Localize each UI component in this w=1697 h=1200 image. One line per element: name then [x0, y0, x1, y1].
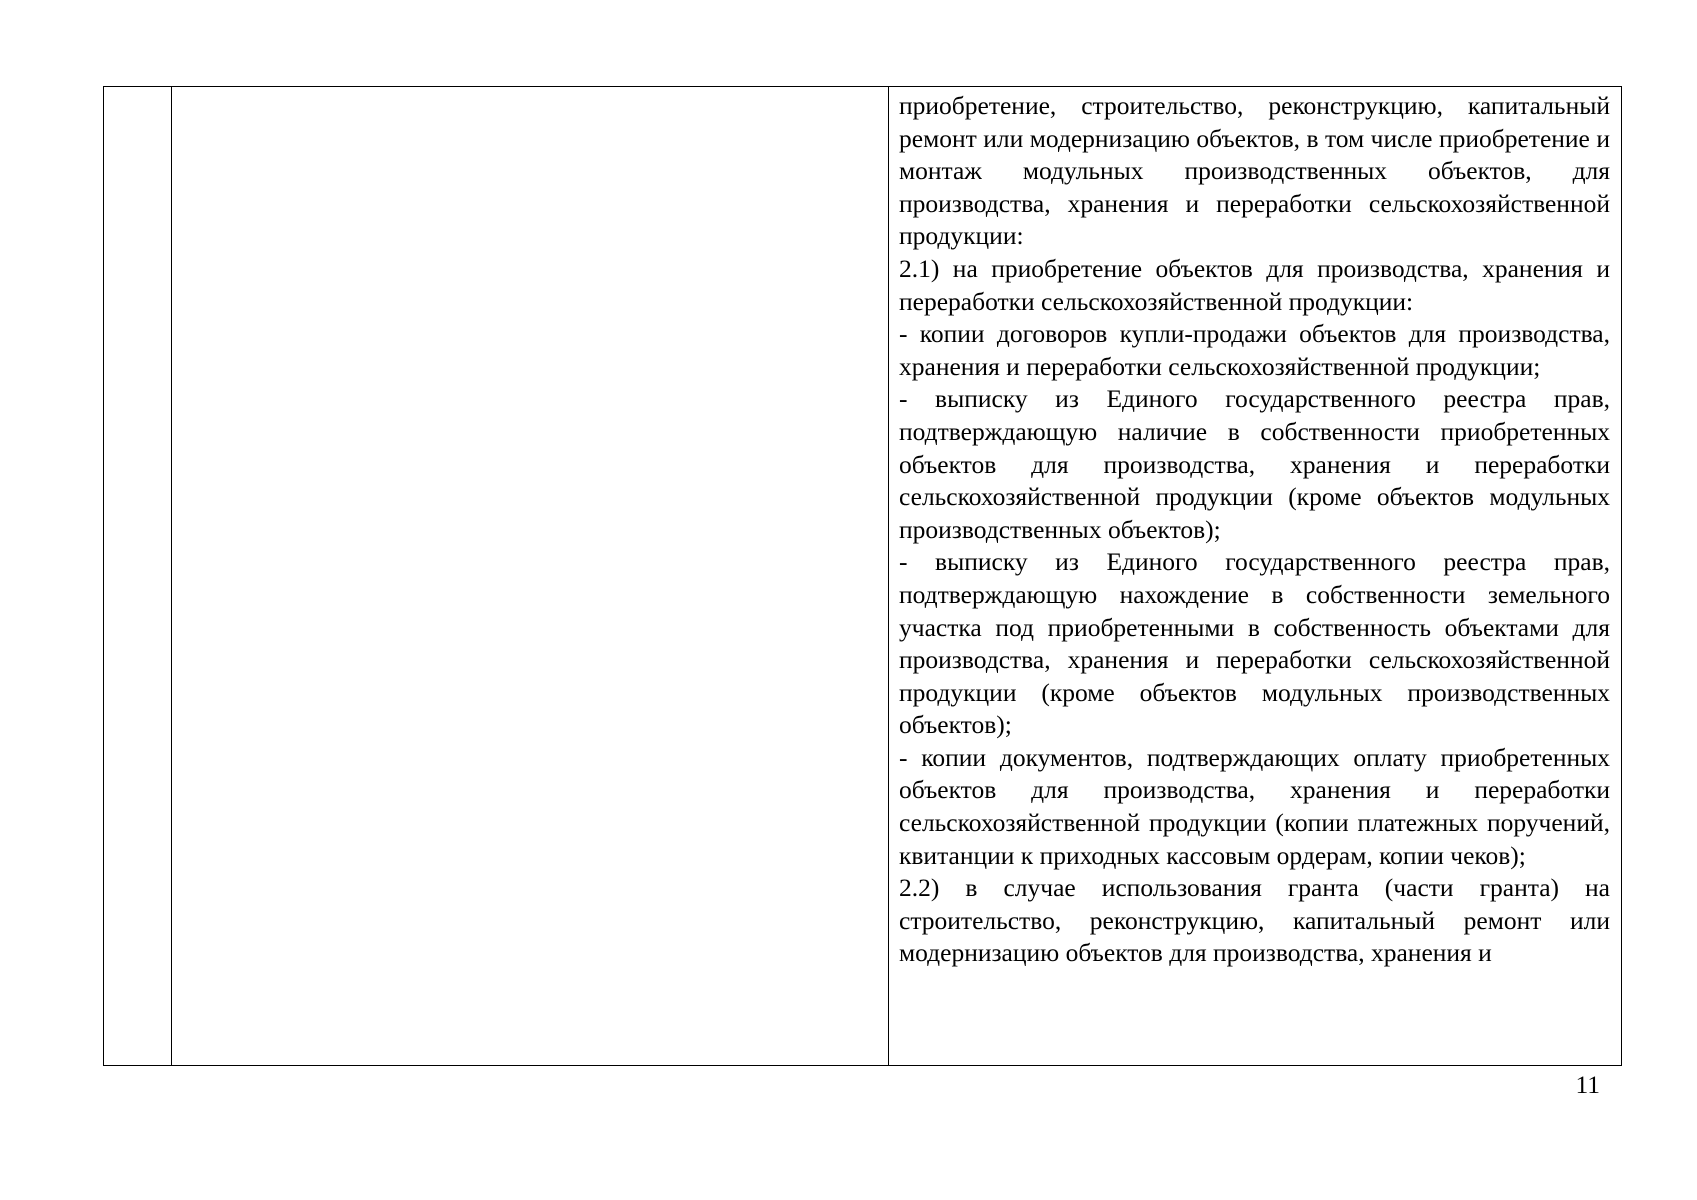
paragraph: приобретение, строительство, реконструкцию, капитальный ремонт или модернизацию объектов, в том числе приобретение и монтаж модульных производственных объектов, для производства, хранения и переработки сельскохозяйственной продукции:	[899, 91, 1610, 251]
table-row	[104, 87, 1622, 1066]
document-table	[103, 86, 1622, 1066]
paragraph: - выписку из Единого государственного реестра прав, подтверждающую нахождение в собственности земельного участка под приобретенными в собственность объектами для производства, хранения и переработки сельскохозяйственной продукции (кроме объектов модульных производственных объектов);	[899, 547, 1610, 740]
documents-text	[889, 87, 1621, 1065]
documents-cell	[889, 87, 1622, 1066]
paragraph: - выписку из Единого государственного реестра прав, подтверждающую наличие в собственности приобретенных объектов для производства, хранения и переработки сельскохозяйственной продукции (кроме объектов модульных производственных объектов);	[899, 384, 1610, 544]
paragraph: - копии документов, подтверждающих оплату приобретенных объектов для производства, хранения и переработки сельскохозяйственной продукции (копии платежных поручений, квитанции к приходных кассовым ордерам, копии чеков);	[899, 742, 1610, 870]
paragraph: 2.2) в случае использования гранта (части гранта) на строительство, реконструкцию, капитальный ремонт или модернизацию объектов для производства, хранения и	[899, 873, 1610, 968]
paragraph: 2.1) на приобретение объектов для производства, хранения и переработки сельскохозяйственной продукции:	[899, 253, 1610, 316]
name-cell	[172, 87, 889, 1066]
paragraph: - копии договоров купли-продажи объектов для производства, хранения и переработки сельскохозяйственной продукции;	[899, 319, 1610, 381]
page-number: 11	[1575, 1070, 1600, 1099]
number-cell	[104, 87, 172, 1066]
